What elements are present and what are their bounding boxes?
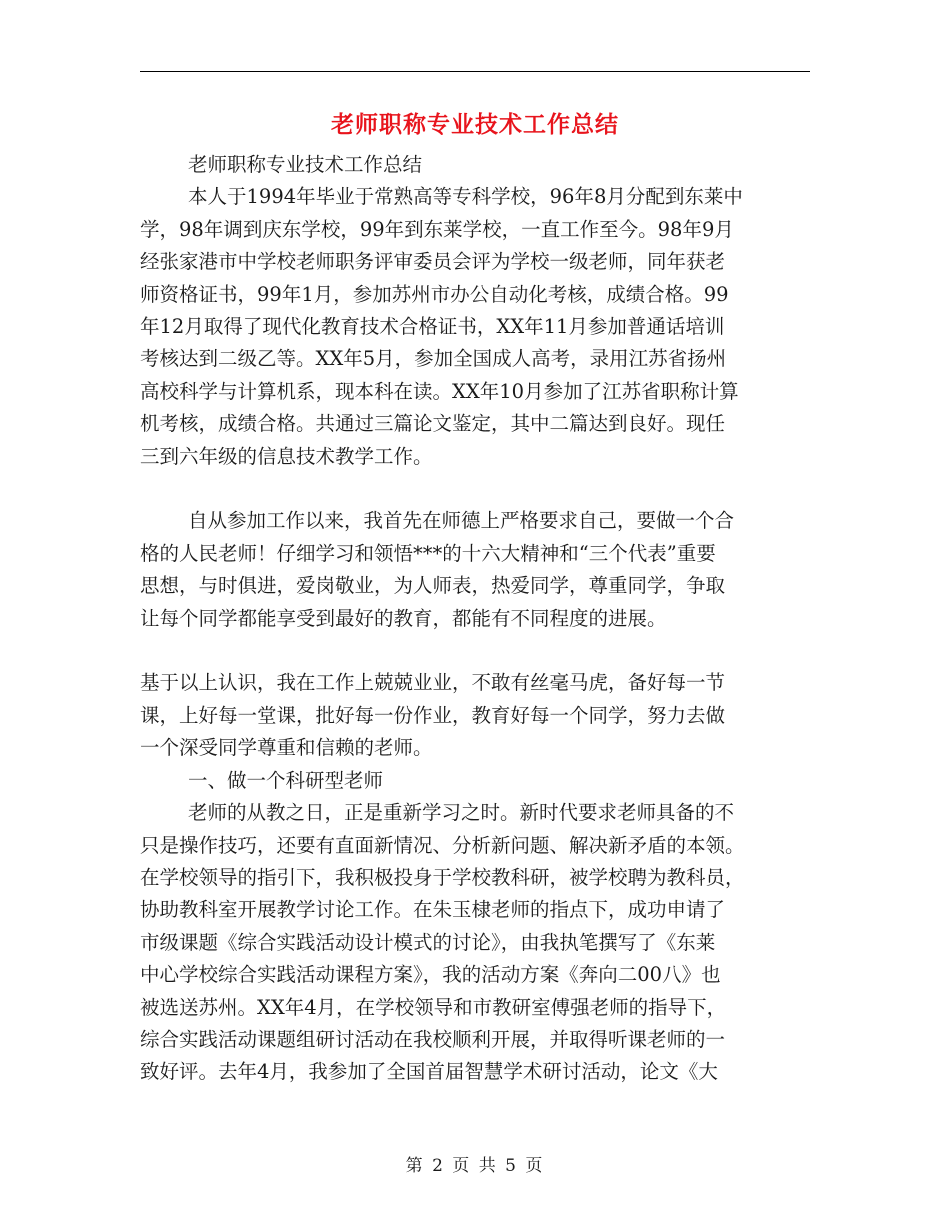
text-line: 老师职称专业技术工作总结 [188,153,423,176]
blank-line [140,635,810,667]
text-line: 一个深受同学尊重和信赖的老师。 [140,736,433,760]
text-line: 协助教科室开展教学讨论工作。在朱玉棣老师的指点下，成功申请了 [140,898,726,922]
text-line: 被选送苏州。XX年4月，在学校领导和市教研室傅强老师的指导下， [140,995,727,1019]
document-body [140,149,810,1089]
text-line: 三到六年级的信息技术教学工作。 [140,444,433,468]
text-line: 让每个同学都能享受到最好的教育，都能有不同程度的进展。 [140,606,667,630]
text-line: 只是操作技巧，还要有直面新情况、分析新问题、解决新矛盾的本领。 [140,833,745,857]
text-line: 高校科学与计算机系，现本科在读。XX年10月参加了江苏省职称计算 [140,379,739,403]
text-line: 一、做一个科研型老师 [188,768,384,792]
text-line: 考核达到二级乙等。XX年5月，参加全国成人高考，录用江苏省扬州 [140,347,727,371]
text-line: 市级课题《综合实践活动设计模式的讨论》，由我执笔撰写了《东莱 [140,930,716,954]
text-line: 课，上好每一堂课，批好每一份作业，教育好每一个同学，努力去做 [140,703,726,727]
text-line: 基于以上认识，我在工作上兢兢业业，不敢有丝毫马虎，备好每一节 [140,671,726,695]
text-line: 师资格证书，99年1月，参加苏州市办公自动化考核，成绩合格。99 [140,282,729,306]
text-line: 格的人民老师！仔细学习和领悟***的十六大精神和“三个代表”重要 [140,541,716,565]
document-title: 老师职称专业技术工作总结 [331,111,619,138]
text-line: 致好评。去年4月，我参加了全国首届智慧学术研讨活动，论文《大 [140,1060,718,1084]
text-line: 思想，与时俱进，爱岗敬业，为人师表，热爱同学，尊重同学，争取 [140,574,726,598]
blank-line [140,473,810,505]
text-line: 综合实践活动课题组研讨活动在我校顺利开展，并取得听课老师的一 [140,1027,726,1051]
text-line: 机考核，成绩合格。共通过三篇论文鉴定，其中二篇达到良好。现任 [140,412,726,436]
text-line: 本人于1994年毕业于常熟高等专科学校，96年8月分配到东莱中 [188,185,743,209]
text-line: 学，98年调到庆东学校，99年到东莱学校，一直工作至今。98年9月 [140,217,734,241]
text-line: 经张家港市中学校老师职务评审委员会评为学校一级老师，同年获老 [140,250,726,274]
text-line: 年12月取得了现代化教育技术合格证书，XX年11月参加普通话培训 [140,315,725,339]
text-line: 老师的从教之日，正是重新学习之时。新时代要求老师具备的不 [188,801,735,825]
text-line: 在学校领导的指引下，我积极投身于学校教科研，被学校聘为教科员， [140,865,745,889]
header-rule [140,71,810,72]
text-line: 中心学校综合实践活动课程方案》，我的活动方案《奔向二00八》也 [140,963,721,987]
text-line: 自从参加工作以来，我首先在师德上严格要求自己，要做一个合 [188,509,735,533]
page-number: 第 2 页 共 5 页 [405,1156,545,1176]
